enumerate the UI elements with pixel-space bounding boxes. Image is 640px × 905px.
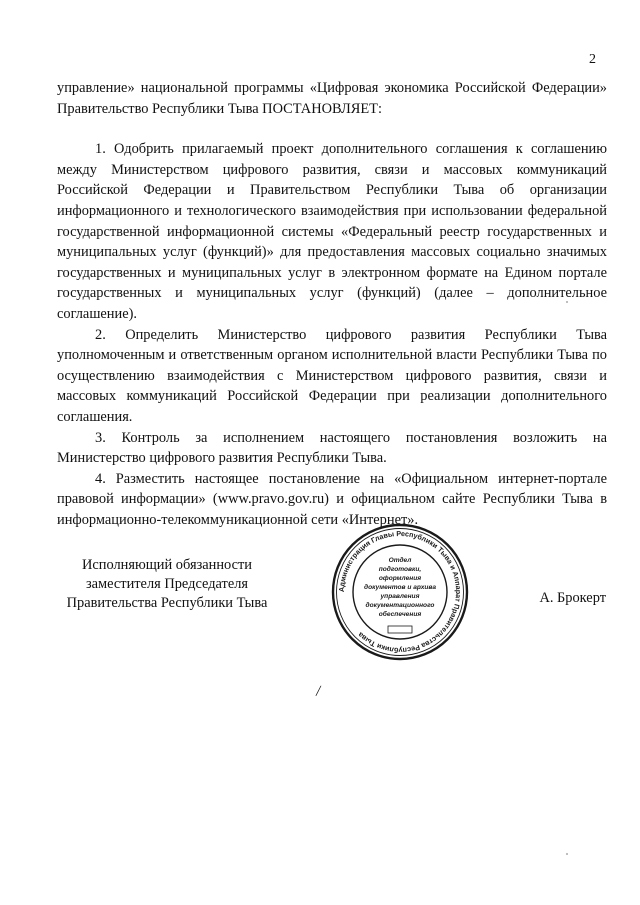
- scan-speck: [566, 853, 568, 855]
- signatory-position-line-1: Исполняющий обязанности: [81, 557, 252, 573]
- clause-2: 2. Определить Министерство цифрового развития Республики Тыва уполномоченным и ответственным органом исполнительной власти Республики Тыва по осуществлению взаимодействия с Министерством цифрового развития, связи и массовых коммуникаций Российской Федерации при реализации дополнительного соглашения.: [57, 326, 607, 425]
- clause-4: 4. Разместить настоящее постановление на «Официальном интернет-портале правовой информации» (www.pravo.gov.ru) и официальном сайте Республики Тыва в информационно-телекоммуникационной сети «Интернет».: [57, 470, 607, 528]
- intro-paragraph: управление» национальной программы «Цифровая экономика Российской Федерации» Правительство Республики Тыва ПОСТАНОВЛЯЕТ:: [57, 80, 607, 117]
- stamp-line-6: документационного: [365, 602, 435, 609]
- stamp-line-5: управления: [380, 593, 420, 600]
- signatory-name: А. Брокерт: [539, 590, 606, 606]
- clause-1: 1. Одобрить прилагаемый проект дополнительного соглашения к соглашению между Министерством цифрового развития, связи и массовых коммуникаций Российской Федерации и Правительством Республики Тыва об организации информационного и технологического взаимодействия при использовании федеральной государственной информационной системы «Федеральный реестр государственных и муниципальных услуг (функций)» для предоставления массовых социально значимых государственных и муниципальных услуг в электронном формате на Едином портале государственных и муниципальных услуг (функций) (далее – дополнительное соглашение).: [57, 141, 607, 322]
- document-body: [57, 78, 607, 530]
- stamp-line-3: оформления: [378, 575, 422, 582]
- clause-3: 3. Контроль за исполнением настоящего постановления возложить на Министерство цифрового развития Республики Тыва.: [57, 429, 607, 467]
- page-number: 2: [589, 52, 596, 67]
- signatory-position: [57, 556, 277, 613]
- handwritten-slash-mark: /: [314, 682, 322, 701]
- stamp-line-7: обеспечения: [378, 611, 422, 618]
- stamp-number-box: [388, 626, 412, 633]
- signatory-position-line-3: Правительства Республики Тыва: [66, 595, 268, 611]
- stamp-ring-text: Администрация Главы Республики Тыва и Аппарат Правительства Республики Тыва: [336, 528, 464, 656]
- signatory-position-line-2: заместителя Председателя: [85, 576, 249, 592]
- stamp-line-2: подготовки,: [378, 566, 422, 573]
- stamp-line-4: документов и архива: [364, 584, 436, 591]
- scan-speck: [566, 301, 568, 303]
- stamp-line-1: Отдел: [388, 557, 412, 564]
- official-stamp: [330, 522, 470, 662]
